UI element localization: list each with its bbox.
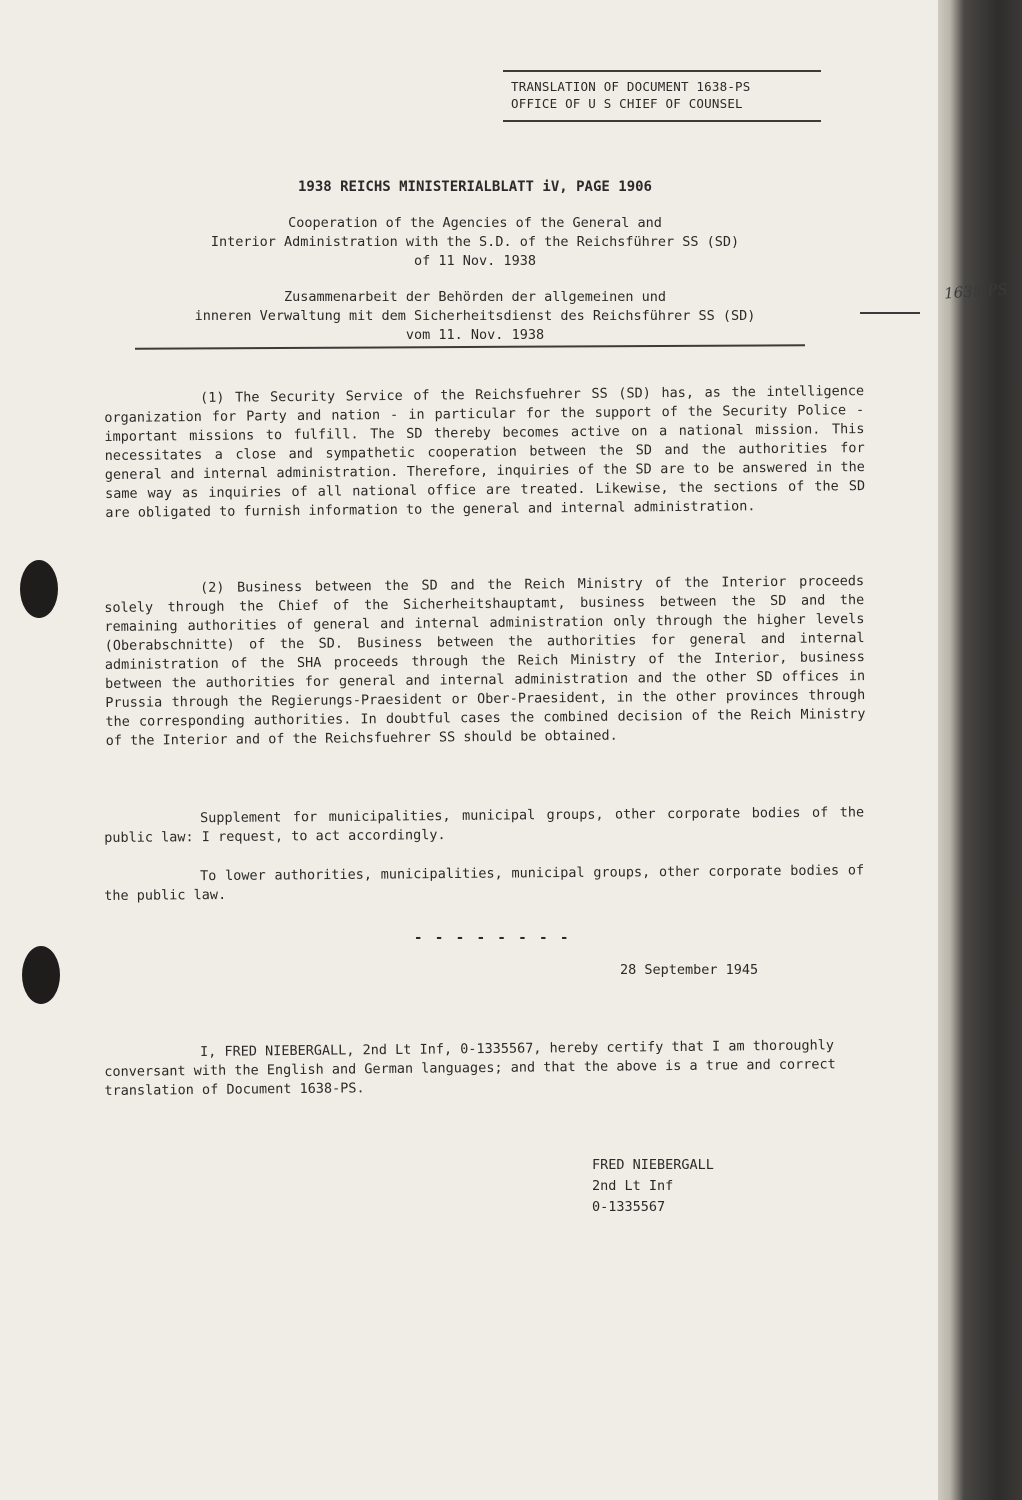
german-heading-line-3: vom 11. Nov. 1938 — [405, 327, 545, 343]
margin-mark — [860, 312, 920, 314]
english-heading — [130, 214, 820, 271]
punch-hole — [22, 946, 60, 1004]
stamp-top-rule — [503, 70, 821, 72]
stamp-line-2: OFFICE OF U S CHIEF OF COUNSEL — [511, 96, 743, 111]
signer-name: FRED NIEBERGALL — [592, 1157, 714, 1173]
german-heading-line-2: inneren Verwaltung mit dem Sicherheitsdienst des Reichsführer SS (SD) — [194, 308, 756, 324]
paragraph-2 — [104, 572, 866, 751]
handwritten-document-number: 1638-PS — [943, 280, 1009, 303]
stamp-line-1: TRANSLATION OF DOCUMENT 1638-PS — [511, 79, 751, 94]
paragraph-4 — [104, 861, 864, 906]
signer-serial: 0-1335567 — [592, 1199, 666, 1215]
english-heading-line-1: Cooperation of the Agencies of the General and — [288, 215, 662, 231]
signature-block — [592, 1155, 714, 1218]
translation-stamp — [503, 70, 821, 122]
english-heading-line-3: of 11 Nov. 1938 — [414, 253, 536, 269]
punch-hole — [20, 560, 58, 618]
paragraph-2-text: (2) Business between the SD and the Reich Ministry of the Interior proceeds solely through the Chief of the Sicherheitshauptamt, business between the SD and the remaining authorities of general and internal administration only through the higher levels (Oberabschnitte) of the SD. Business between the authorities for general and internal administration of the SHA proceeds through the Reich Ministry of the Interior, business between the authorities for general and internal administration and the other SD offices in Prussia through the Regierungs-Praesident or Ober-Praesident, in the other provinces through the corresponding authorities. In doubtful cases the combined decision of the Reich Ministry of the Interior and of the Reichsfuehrer SS should be obtained. — [104, 573, 866, 749]
paragraph-3 — [104, 803, 864, 848]
german-heading-line-1: Zusammenarbeit der Behörden der allgemeinen und — [283, 289, 666, 305]
german-heading — [130, 288, 820, 345]
stamp-bottom-rule — [503, 120, 821, 122]
certification-text: I, FRED NIEBERGALL, 2nd Lt Inf, 0-1335567, hereby certify that I am thoroughly conversant with the English and German languages; and that the above is a true and correct translation of Document 1638-PS. — [104, 1037, 836, 1099]
signer-rank: 2nd Lt Inf — [592, 1178, 674, 1194]
paragraph-1 — [104, 382, 865, 523]
paragraph-4-text: To lower authorities, municipalities, municipal groups, other corporate bodies of the public law. — [104, 862, 865, 904]
document-title: 1938 REICHS MINISTERIALBLATT iV, PAGE 1906 — [297, 179, 652, 195]
binder-edge — [938, 0, 1022, 1500]
certification-date: 28 September 1945 — [620, 962, 759, 978]
paragraph-1-text: (1) The Security Service of the Reichsfuehrer SS (SD) has, as the intelligence organization for Party and nation - in particular for the support of the Security Police - important missions to fulfill. The SD thereby becomes active on a national mission. This necessitates a close and sympathetic cooperation between the SD and the authorities for general and internal administration. Therefore, inquiries of the SD are to be answered in the same way as inquiries of all national office are treated. Likewise, the sections of the SD are obligated to furnish information to the general and internal administration. — [104, 383, 866, 521]
paragraph-3-text: Supplement for municipalities, municipal groups, other corporate bodies of the public law: I request, to act accordingly. — [104, 804, 865, 846]
certification-statement — [104, 1036, 845, 1101]
english-heading-line-2: Interior Administration with the S.D. of the Reichsführer SS (SD) — [210, 234, 740, 250]
section-separator: - - - - - - - - — [414, 930, 571, 946]
